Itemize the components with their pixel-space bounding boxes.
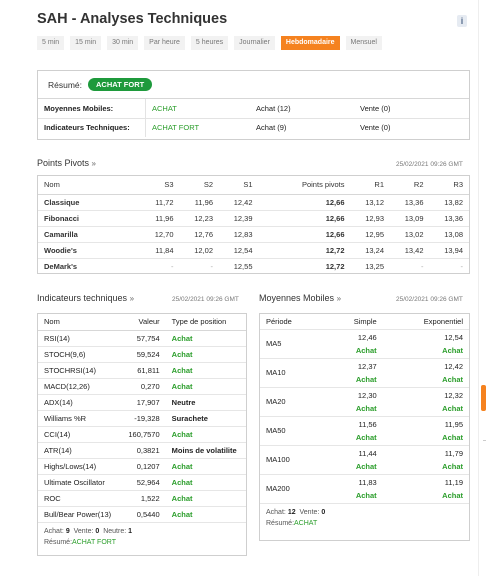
pivot-cell: 12,23 xyxy=(194,213,213,223)
summary-row-signal: ACHAT xyxy=(152,103,177,113)
table-row xyxy=(38,330,246,346)
summary-box xyxy=(37,70,470,140)
summary-row-sell: Vente (0) xyxy=(360,123,391,133)
ma-name: MA5 xyxy=(266,339,282,348)
pivots-col-header: R2 xyxy=(413,180,424,190)
tech-name: STOCHRSI(14) xyxy=(44,365,96,375)
ma-simple-value: 12,37 xyxy=(357,361,377,371)
tech-value: -19,328 xyxy=(134,413,160,423)
tech-title: Indicateurs techniques xyxy=(37,293,128,303)
tab-weekly[interactable]: Hebdomadaire xyxy=(281,36,340,50)
ma-simple-value: 11,83 xyxy=(358,477,377,487)
pivot-cell: 12,02 xyxy=(194,245,213,255)
pivot-cell: 12,54 xyxy=(233,245,253,255)
tech-foot-sell: 0 xyxy=(95,527,100,535)
table-row xyxy=(38,362,246,378)
table-row xyxy=(260,329,469,358)
ma-simple xyxy=(324,474,383,503)
ma-exp xyxy=(383,387,469,416)
pivot-cell: 11,96 xyxy=(194,197,213,207)
ma-exp xyxy=(383,445,469,474)
table-row xyxy=(260,416,469,445)
ma-exp xyxy=(383,329,469,358)
pivot-name: Woodie's xyxy=(44,245,77,255)
tab-5min[interactable]: 5 min xyxy=(37,36,64,50)
table-row xyxy=(38,346,246,362)
ma-exp-signal: Achat xyxy=(442,490,463,500)
tech-value: 0,3821 xyxy=(136,445,160,455)
ma-exp-signal: Achat xyxy=(442,432,463,442)
pivots-col-header: S3 xyxy=(164,180,174,190)
table-row xyxy=(38,194,469,210)
ma-simple-value: 12,46 xyxy=(357,332,377,342)
ma-exp-value: 12,32 xyxy=(444,390,463,400)
pivot-cell: 13,08 xyxy=(444,229,463,239)
tech-name: CCI(14) xyxy=(44,429,71,439)
ma-simple-signal: Achat xyxy=(355,403,377,413)
pivot-cell: 13,42 xyxy=(404,245,424,255)
tech-name: ATR(14) xyxy=(44,445,72,455)
pivot-cell: 11,84 xyxy=(155,245,174,255)
tech-name: MACD(12,26) xyxy=(44,381,90,391)
pivot-cell: 12,76 xyxy=(194,229,213,239)
table-row xyxy=(38,442,246,458)
pivot-name: Camarilla xyxy=(44,229,78,239)
pivot-cell: 12,93 xyxy=(365,213,384,223)
table-row xyxy=(38,490,246,506)
ma-simple-signal: Achat xyxy=(355,374,377,384)
tech-action: Achat xyxy=(171,477,193,487)
ma-simple-value: 11,56 xyxy=(358,419,377,429)
pivot-cell: 12,66 xyxy=(325,197,345,207)
tech-name: STOCH(9,6) xyxy=(44,349,86,359)
ma-name: MA200 xyxy=(266,484,290,493)
pivot-name: Fibonacci xyxy=(44,213,80,223)
page-title: SAH - Analyses Techniques xyxy=(37,11,228,27)
table-row xyxy=(38,410,246,426)
timeframe-tabs xyxy=(37,36,382,50)
ma-simple xyxy=(324,329,383,358)
scroll-handle[interactable] xyxy=(481,385,486,411)
pivots-table-box xyxy=(37,175,470,274)
ma-simple xyxy=(324,358,383,387)
pivots-col-header: R1 xyxy=(374,180,384,190)
mm-foot-buy-label: Achat: xyxy=(266,508,286,516)
tech-col-header: Type de position xyxy=(171,317,227,327)
mm-foot-summary-label: Résumé: xyxy=(266,519,295,527)
mm-table-box xyxy=(259,313,470,541)
summary-header xyxy=(38,71,469,99)
mm-foot-sell-label: Vente: xyxy=(299,508,320,516)
tech-value: 160,7570 xyxy=(128,429,160,439)
table-row xyxy=(38,506,246,522)
info-icon[interactable]: i xyxy=(457,15,467,27)
ma-exp-signal: Achat xyxy=(442,374,463,384)
summary-row-ma xyxy=(38,99,469,118)
tech-action: Achat xyxy=(171,509,193,519)
ma-simple xyxy=(324,387,383,416)
tech-value: 61,811 xyxy=(137,365,160,375)
mm-col-header: Exponentiel xyxy=(423,316,463,326)
mm-timestamp: 25/02/2021 09:26 GMT xyxy=(396,296,463,303)
pivots-col-header: S1 xyxy=(243,180,253,190)
pivot-cell: 12,72 xyxy=(325,245,345,255)
tech-foot-neutral-label: Neutre: xyxy=(103,527,127,535)
table-row xyxy=(260,474,469,503)
chevron-right-icon: » xyxy=(129,294,135,303)
mm-col-header: Simple xyxy=(353,316,377,326)
tab-daily[interactable]: Journalier xyxy=(234,36,275,50)
tech-header-row xyxy=(38,314,246,330)
tech-value: 1,522 xyxy=(140,493,160,503)
tech-action: Achat xyxy=(171,349,193,359)
pivot-cell: 13,94 xyxy=(444,245,463,255)
ma-simple-signal: Achat xyxy=(355,461,377,471)
ma-name: MA10 xyxy=(266,368,286,377)
ma-exp-value: 11,95 xyxy=(444,419,463,429)
table-row xyxy=(38,458,246,474)
tech-foot-sell-label: Vente: xyxy=(73,527,94,535)
pivots-col-header: R3 xyxy=(453,180,463,190)
ma-exp-value: 11,79 xyxy=(444,448,463,458)
tech-name: RSI(14) xyxy=(44,333,70,343)
chevron-right-icon: » xyxy=(91,159,96,168)
pivot-cell: 13,02 xyxy=(404,229,424,239)
tech-foot-summary-label: Résumé: xyxy=(44,538,73,546)
tech-action: Achat xyxy=(171,461,193,471)
ma-exp xyxy=(383,358,469,387)
pivot-cell: 12,66 xyxy=(325,229,345,239)
pivot-cell: 13,09 xyxy=(404,213,424,223)
pivot-cell: 12,39 xyxy=(233,213,253,223)
tech-title-link[interactable] xyxy=(37,293,134,303)
tech-action: Achat xyxy=(171,381,193,391)
mm-foot-buy: 12 xyxy=(287,508,296,516)
table-row xyxy=(260,387,469,416)
tech-name: Highs/Lows(14) xyxy=(44,461,97,471)
tech-name: ROC xyxy=(44,493,61,503)
tech-value: 0,1207 xyxy=(136,461,160,471)
tech-foot-summary: ACHAT FORT xyxy=(72,538,116,546)
tab-5hours[interactable]: 5 heures xyxy=(191,36,228,50)
pivot-cell: 12,70 xyxy=(154,229,174,239)
ma-exp-value: 11,19 xyxy=(444,477,463,487)
tech-name: Ultimate Oscillator xyxy=(44,477,105,487)
pivot-cell: 13,36 xyxy=(404,197,424,207)
pivots-timestamp: 25/02/2021 09:26 GMT xyxy=(396,161,463,168)
ma-simple-value: 12,30 xyxy=(357,390,377,400)
table-row xyxy=(38,474,246,490)
tech-foot-buy: 9 xyxy=(65,527,70,535)
ma-name: MA20 xyxy=(266,397,286,406)
ma-exp-value: 12,54 xyxy=(444,332,463,342)
summary-row-name: Indicateurs Techniques: xyxy=(38,118,146,137)
tech-foot-neutral: 1 xyxy=(128,527,133,535)
pivot-cell: 12,42 xyxy=(233,197,253,207)
tech-action: Neutre xyxy=(171,397,196,407)
pivot-cell: 11,72 xyxy=(155,197,174,207)
tech-action: Achat xyxy=(171,493,193,503)
mm-foot-summary: ACHAT xyxy=(294,519,318,527)
ma-simple-signal: Achat xyxy=(355,490,377,500)
pivots-title: Points Pivots xyxy=(37,158,90,168)
pivot-cell: 13,36 xyxy=(444,213,463,223)
pivot-cell: 11,96 xyxy=(155,213,174,223)
pivot-cell: - xyxy=(210,261,213,271)
tech-value: 0,5440 xyxy=(136,509,160,519)
tech-footer xyxy=(38,523,246,548)
ma-exp xyxy=(383,474,469,503)
tech-action: Achat xyxy=(171,429,193,439)
tech-value: 17,907 xyxy=(136,397,160,407)
summary-row-indicators xyxy=(38,118,469,137)
tech-table-box xyxy=(37,313,247,556)
pivot-cell: 12,66 xyxy=(325,213,345,223)
ma-exp-value: 12,42 xyxy=(444,361,463,371)
mm-foot-sell: 0 xyxy=(321,508,326,516)
table-row xyxy=(38,242,469,258)
chevron-right-icon: » xyxy=(336,294,342,303)
pivots-col-header: Points pivots xyxy=(301,180,345,190)
summary-table xyxy=(38,99,469,137)
mm-col-header: Période xyxy=(266,316,292,326)
page-edge-divider xyxy=(478,0,479,576)
ma-exp-signal: Achat xyxy=(442,345,463,355)
ma-name: MA50 xyxy=(266,426,286,435)
ma-exp xyxy=(383,416,469,445)
pivot-cell: - xyxy=(421,261,424,271)
tech-name: Bull/Bear Power(13) xyxy=(44,509,112,519)
summary-row-buy: Achat (9) xyxy=(256,123,287,133)
tech-value: 57,754 xyxy=(136,333,160,343)
tech-name: Williams %R xyxy=(44,413,87,423)
pivots-header-row xyxy=(38,176,469,194)
pivot-cell: 13,24 xyxy=(365,245,384,255)
table-row xyxy=(38,210,469,226)
pivot-cell: - xyxy=(171,261,174,271)
pivot-cell: 12,55 xyxy=(233,261,253,271)
mm-title: Moyennes Mobiles xyxy=(259,293,335,303)
ma-simple-signal: Achat xyxy=(355,432,377,442)
summary-label: Résumé: xyxy=(48,79,83,90)
table-row xyxy=(38,258,469,274)
tech-action: Achat xyxy=(171,365,193,375)
ma-simple-value: 11,44 xyxy=(358,448,377,458)
pivots-title-link[interactable] xyxy=(37,158,96,168)
tech-timestamp: 25/02/2021 09:26 GMT xyxy=(172,296,239,303)
mm-footer xyxy=(260,504,469,529)
pivot-cell: 12,95 xyxy=(365,229,384,239)
ma-name: MA100 xyxy=(266,455,290,464)
tech-col-header: Nom xyxy=(44,317,60,327)
pivot-cell: 13,82 xyxy=(444,197,463,207)
summary-row-signal: ACHAT FORT xyxy=(152,123,200,133)
tech-value: 0,270 xyxy=(140,381,160,391)
tab-hourly[interactable]: Par heure xyxy=(144,36,185,50)
table-row xyxy=(38,378,246,394)
table-row xyxy=(38,226,469,242)
tab-30min[interactable]: 30 min xyxy=(107,36,138,50)
summary-row-sell: Vente (0) xyxy=(360,103,391,113)
ma-simple-signal: Achat xyxy=(355,345,377,355)
ma-exp-signal: Achat xyxy=(442,403,463,413)
pivots-table xyxy=(38,176,469,274)
mm-header-row xyxy=(260,314,469,329)
mm-title-link[interactable] xyxy=(259,293,341,303)
pivot-cell: 12,72 xyxy=(325,261,345,271)
ma-exp-signal: Achat xyxy=(442,461,463,471)
table-row xyxy=(38,426,246,442)
tab-15min[interactable]: 15 min xyxy=(70,36,101,50)
tech-foot-buy-label: Achat: xyxy=(44,527,64,535)
tech-table xyxy=(38,314,246,523)
table-row xyxy=(260,445,469,474)
pivot-name: Classique xyxy=(44,197,80,207)
tech-value: 52,964 xyxy=(136,477,160,487)
mm-table xyxy=(260,314,469,504)
tech-action: Moins de volatilite xyxy=(171,445,237,455)
pivot-cell: 13,25 xyxy=(365,261,384,271)
summary-badge: ACHAT FORT xyxy=(88,78,152,91)
tech-col-header: Valeur xyxy=(138,317,160,327)
tab-monthly[interactable]: Mensuel xyxy=(346,36,382,50)
table-row xyxy=(260,358,469,387)
pivots-col-header: Nom xyxy=(44,180,60,190)
table-row xyxy=(38,394,246,410)
tech-name: ADX(14) xyxy=(44,397,73,407)
pivots-col-header: S2 xyxy=(203,180,213,190)
tech-value: 59,524 xyxy=(136,349,160,359)
ma-simple xyxy=(324,416,383,445)
tech-action: Achat xyxy=(171,333,193,343)
pivot-cell: 13,12 xyxy=(365,197,384,207)
pivot-cell: 12,83 xyxy=(233,229,253,239)
ma-simple xyxy=(324,445,383,474)
summary-row-buy: Achat (12) xyxy=(256,103,291,113)
tech-action: Surachete xyxy=(171,413,208,423)
summary-row-name: Moyennes Mobiles: xyxy=(38,99,146,118)
pivot-name: DeMark's xyxy=(44,261,78,271)
pivot-cell: - xyxy=(460,261,463,271)
